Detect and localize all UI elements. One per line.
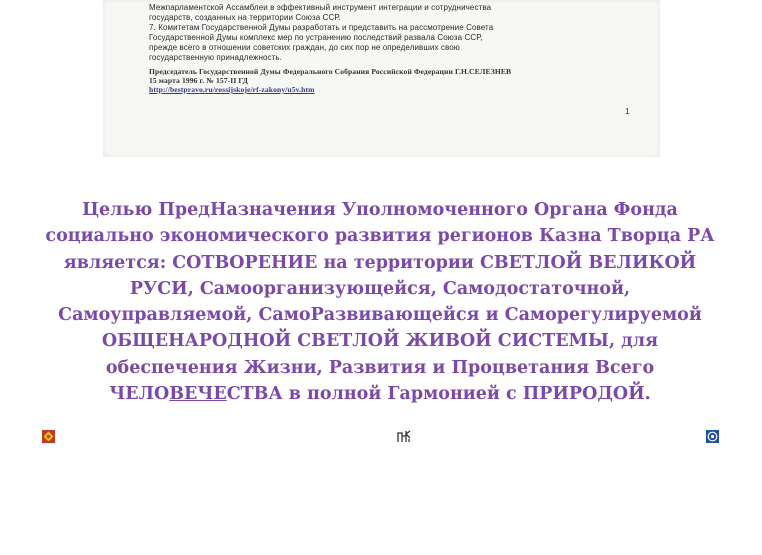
emblem-icon: [706, 430, 719, 443]
goal-line: ОБЩЕНАРОДНОЙ СВЕТЛОЙ ЖИВОЙ СИСТЕМЫ, для: [101, 331, 659, 352]
goal-line: является: СОТВОРЕНИЕ на территории СВЕТЛОЙ ВЕЛИКОЙ: [63, 252, 697, 273]
scan-line: прежде всего в отношении советских граждан, до сих пор не определивших свою: [149, 43, 460, 52]
goal-text: ЧЕЛО: [109, 384, 170, 405]
goal-line: [40, 381, 720, 407]
goal-line: Самоуправляемой, СамоРазвивающейся и Саморегулируемой: [58, 305, 702, 326]
scan-line: государств, созданных на территории Союза ССР.: [149, 13, 341, 22]
scan-line: Межпарламентской Ассамблеи в эффективный инструмент интеграции и сотрудничества: [149, 3, 492, 12]
scanned-document-image: [103, 0, 660, 157]
ornament-icon: [42, 430, 55, 443]
scan-link[interactable]: http://bestpravo.ru/rossijskoje/rf-zakony/u5v.htm: [149, 85, 315, 94]
scan-line: 7. Комитетам Государственной Думы разработать и представить на рассмотрение Совета: [149, 23, 494, 32]
goal-line: социально экономического развития регионов Казна Творца РА: [45, 226, 715, 247]
scan-signature: Председатель Государственной Думы Федерального Собрания Российской Федерации Г.Н.СЕЛЕЗНЕВ: [149, 67, 512, 76]
scan-line: государственную принадлежность.: [149, 53, 283, 62]
goal-text: СТВА в полной Гармонией с ПРИРОДОЙ.: [226, 384, 651, 405]
goal-line: РУСИ, Самоорганизующейся, Самодостаточной,: [129, 278, 631, 299]
goal-statement: [40, 197, 720, 407]
rune-symbol-icon: [397, 430, 411, 443]
scan-line: Государственной Думы комплекс мер по устранению последствий развала Союза ССР,: [149, 33, 483, 42]
goal-line: обеспечения Жизни, Развития и Процветания Всего: [105, 357, 655, 378]
goal-underlined-text: ВЕЧЕ: [169, 384, 227, 405]
scan-page-number: 1: [625, 107, 630, 116]
icon-row: [0, 430, 762, 446]
scan-date-line: 15 марта 1996 г. № 157-II ГД: [149, 76, 248, 85]
goal-line: Целью ПредНазначения Уполномоченного Органа Фонда: [82, 200, 678, 220]
